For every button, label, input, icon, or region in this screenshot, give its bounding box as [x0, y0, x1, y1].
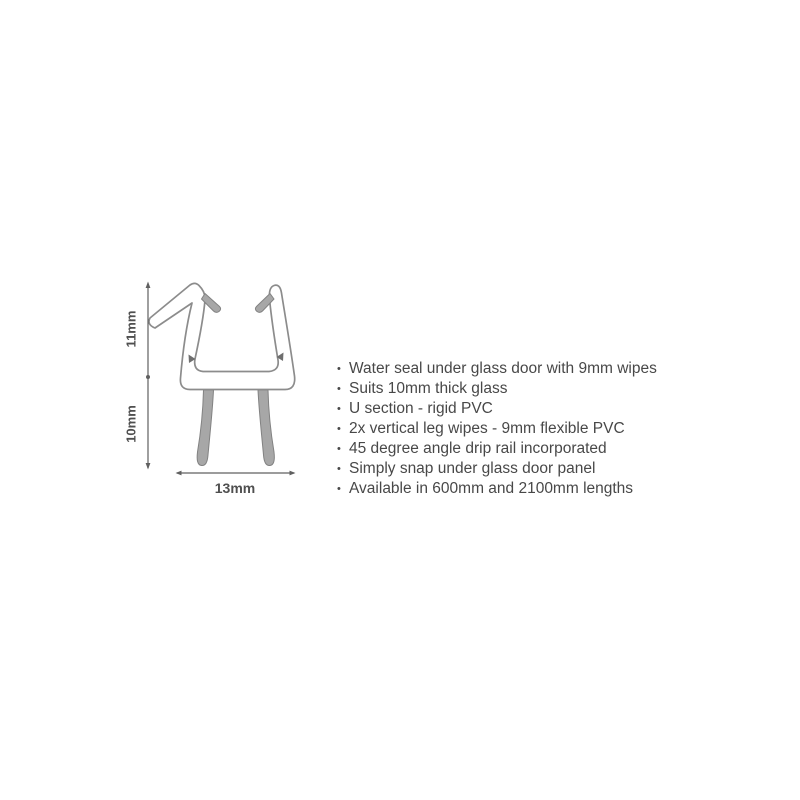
bullet-icon: •	[337, 363, 341, 375]
feature-text: Simply snap under glass door panel	[349, 460, 596, 477]
feature-text: 2x vertical leg wipes - 9mm flexible PVC	[349, 420, 625, 437]
list-item	[337, 399, 682, 419]
left-leg-wipe	[197, 390, 213, 466]
list-item	[337, 419, 682, 439]
feature-text: 45 degree angle drip rail incorporated	[349, 440, 607, 457]
right-leg-wipe	[258, 390, 274, 466]
bullet-icon: •	[337, 423, 341, 435]
feature-text: U section - rigid PVC	[349, 400, 493, 417]
list-item	[337, 439, 682, 459]
list-item	[337, 479, 682, 499]
feature-text: Suits 10mm thick glass	[349, 380, 508, 397]
width-label: 13mm	[214, 480, 256, 496]
arrow-right-icon	[290, 471, 296, 476]
arrow-up-icon	[146, 282, 151, 289]
feature-text: Water seal under glass door with 9mm wipes	[349, 360, 657, 377]
lower-height-label: 10mm	[123, 405, 139, 443]
upper-height-label: 11mm	[123, 310, 139, 348]
bullet-icon: •	[337, 443, 341, 455]
dimension-split-dot	[146, 375, 150, 379]
bullet-icon: •	[337, 463, 341, 475]
arrow-left-icon	[176, 471, 182, 476]
seal-profile-diagram	[110, 272, 320, 504]
bullet-icon: •	[337, 403, 341, 415]
list-item	[337, 359, 682, 379]
feature-text: Available in 600mm and 2100mm lengths	[349, 480, 634, 497]
bullet-icon: •	[337, 483, 341, 495]
arrow-down-icon	[146, 463, 151, 470]
feature-list	[337, 359, 682, 499]
list-item	[337, 379, 682, 399]
bullet-icon: •	[337, 383, 341, 395]
list-item	[337, 459, 682, 479]
